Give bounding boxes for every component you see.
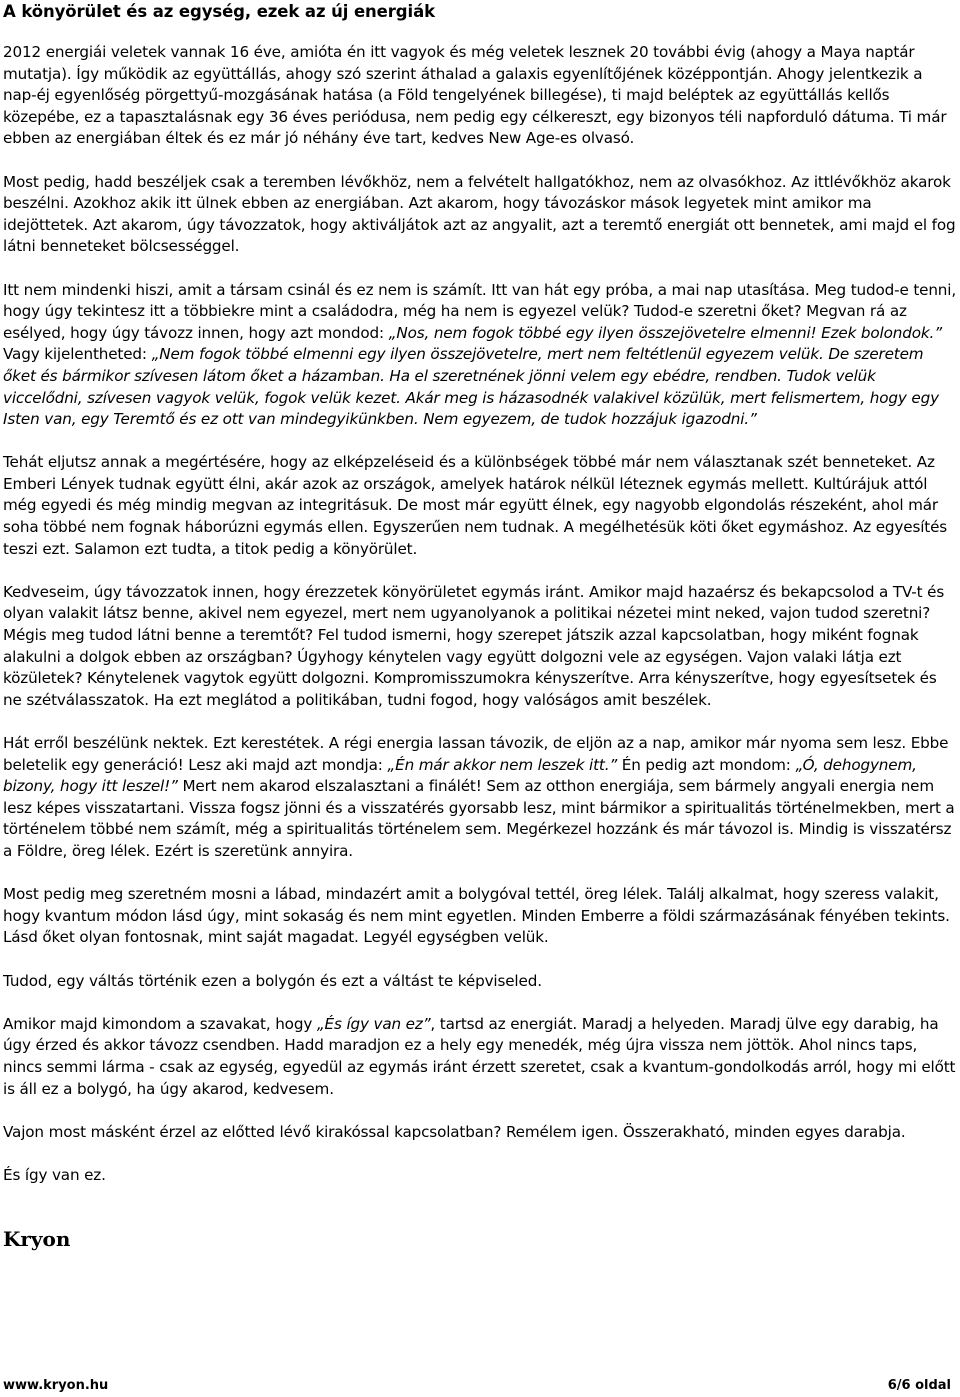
paragraph [3,1014,958,1100]
paragraph [3,582,958,712]
paragraph [3,280,958,431]
paragraph-text: És így van ez. [3,1165,106,1184]
paragraph-text: Vagy kijelentheted: [3,345,152,364]
article-body [3,42,958,1208]
paragraph-text: Tehát eljutsz annak a megértésére, hogy az elképzeléseid és a különbségek többé már nem választanak szét benneteket. Az Emberi Lények tudnak együtt élni, akár azok az országok, amelyek határok nélkül léteznek egymás mellett. Kultúrájuk attól még egyedi és még mindig megvan az integritásuk. De most már együtt élnek, egy nagyobb elgondolás részeként, ahol már soha többé nem fognak háborúzni egymás ellen. Egyszerűen nem tudnak. A megélhetésük köti őket egymáshoz. Az egyesítés teszi ezt. Salamon ezt tudta, a titok pedig a könyörület. [3,453,948,558]
paragraph [3,971,958,993]
paragraph-text: Most pedig, hadd beszéljek csak a teremben lévőkhöz, nem a felvételt hallgatókhoz, nem az olvasókhoz. Az ittlévőkhöz akarok beszélni. Azokhoz akik itt ülnek ebben az energiában. Azt akarom, hogy távozáskor mások legyetek mint amikor ma idejöttetek. Azt akarom, úgy távozzatok, hogy aktiváljátok azt az angyalit, azt a teremtő energiát ott bennetek, ami majd el fog látni benneteket bölcsességgel. [3,172,956,256]
article-title: A könyörület és az egység, ezek az új energiák [3,2,435,21]
paragraph [3,1165,958,1187]
paragraph-text: Itt nem mindenki hiszi, amit a társam csinál és ez nem is számít. Itt van hát egy próba, a mai nap utasítása. Meg tudod-e tenni, hogy úgy tekintesz itt a többiekre mint a családodra, még ha nem is egyezel velük? Tudod-e szeretni őket? Megvan rá az esélyed, hogy úgy távozz innen, hogy azt mondod: [3,280,957,342]
paragraph [3,884,958,949]
paragraph-text: Mert nem akarod elszalasztani a finálét! Sem az otthon energiája, sem bármely angyali energia nem lesz képes visszatartani. Vissza fogsz jönni és a visszatérés gyorsabb lesz, mint bármikor a spiritualitás történelmekben, mert a történelem többé nem számít, még a spiritualitás történelem sem. Megérkezel hozzánk és már távozol is. Mindig is visszatérsz a Földre, öreg lélek. Ezért is szeretünk annyira. [3,777,955,860]
paragraph-text: Kedveseim, úgy távozzatok innen, hogy érezzetek könyörületet egymás iránt. Amikor majd hazaérsz és bekapcsolod a TV-t és olyan valakit látsz benne, akivel nem egyezel, mert nem ugyanolyanok a politikai nézetei mint neked, vajon tudod szeretni? Mégis meg tudod látni benne a teremtőt? Fel tudod ismerni, hogy szerepet játszik azzal kapcsolatban, hogy miként fognak alakulni a dolgok ebben az országban? Úgyhogy kénytelen vagy együtt dolgozni vele az egységen. Vajon valaki látja ezt közületek? Kénytelenek vagytok együtt dolgozni. Kompromisszumokra kényszerítve. Arra kényszerítve, hogy egyesítsetek és ne szétválasszatok. Ha ezt meglátod a politikában, tudni fogod, hogy valóságos amit beszélek. [3,582,945,709]
footer-site-link[interactable]: www.kryon.hu [3,1378,109,1393]
paragraph [3,42,958,150]
footer-page-number: 6/6 oldal [887,1378,951,1393]
paragraph-text: Hát erről beszélünk nektek. Ezt kerestétek. A régi energia lassan távozik, de eljön az a nap, amikor már nyoma sem lesz. Ebbe beletelik egy generáció! Lesz aki majd azt mondja: [3,734,949,774]
signature: Kryon [3,1227,71,1251]
paragraph-text: Most pedig meg szeretném mosni a lábad, mindazért amit a bolygóval tettél, öreg lélek. Találj alkalmat, hogy szeress valakit, hogy kvantum módon lásd úgy, mint sokaság és nem mint egyetlen. Minden Emberre a földi származásának fényében tekints. Lásd őket olyan fontosnak, mint saját magadat. Legyél egységben velük. [3,885,950,947]
paragraph [3,172,958,258]
paragraph [3,452,958,560]
paragraph-text: Tudod, egy váltás történik ezen a bolygón és ezt a váltást te képviseled. [3,971,542,990]
paragraph-text: Én pedig azt mondom: [617,755,796,774]
paragraph-text: Vajon most másként érzel az előtted lévő kirakóssal kapcsolatban? Remélem igen. Összerakható, minden egyes darabja. [3,1122,906,1141]
paragraph-text: Amikor majd kimondom a szavakat, hogy [3,1014,317,1033]
paragraph [3,1122,958,1144]
italic-quote: „Nos, nem fogok többé egy ilyen összejövetelre elmenni! Ezek bolondok.” [388,323,942,342]
paragraph [3,733,958,863]
italic-quote: „Ó, dehogynem, bizony, hogy itt leszel!” [3,755,917,796]
italic-quote: „Nem fogok többé elmenni egy ilyen összejövetelre, mert nem feltétlenül egyezem velük. De szeretem őket és bármikor szívesen látom őket a házamban. Ha el szeretnének jönni velem egy ebédre, rendben. Tudok velük viccelődni, szívesen vagyok velük, fogok velük kezet. Akár meg is házasodnék valakivel közülük, mert felismertem, hogy egy Isten van, egy Teremtő és ez ott van mindegyikünkben. Nem egyezem, de tudok hozzájuk igazodni.” [3,345,939,429]
paragraph-text: 2012 energiái veletek vannak 16 éve, amióta én itt vagyok és még veletek lesznek 20 további évig (ahogy a Maya naptár mutatja). Így működik az együttállás, ahogy szó szerint áthalad a galaxis egyenlítőjének középpontján. Ahogy jelentkezik a nap-éj egyenlőség pörgettyű-mozgásának hatása (a Föld tengelyének billegése), ti majd beléptek az együttállás kellős közepébe, ez a tapasztalásnak egy 36 éves periódusa, nem pedig egy célkereszt, egy bizonyos téli napforduló dátuma. Ti már ebben az energiában éltek és ez már jó néhány éve tart, kedves New Age-es olvasó. [3,43,947,148]
italic-quote: „És így van ez” [316,1014,431,1033]
paragraph-text: , tartsd az energiát. Maradj a helyeden. Maradj ülve egy darabig, ha úgy érzed és akkor távozz csendben. Hadd maradjon ez a hely egy menedék, még újra vissza nem jöttök. Ahol nincs taps, nincs semmi lárma - csak az egység, egyedül az egymás iránt érzett szeretet, csak a kvantum-gondolkodás arról, hogy mi előtt is áll ez a bolygó, ha úgy akarod, kedvesem. [3,1014,956,1098]
italic-quote: „Én már akkor nem leszek itt.” [387,755,618,774]
